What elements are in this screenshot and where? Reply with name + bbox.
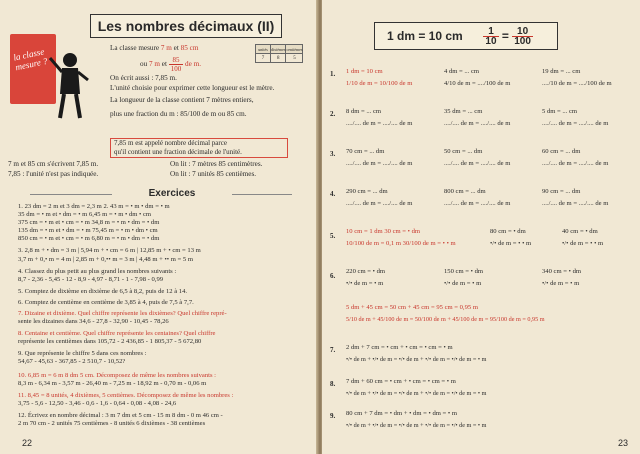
exercise-number: 5.	[330, 232, 336, 240]
worked-example-fractions: 5/10 de m + 45/100 de m = 50/100 de m + 45/100 de m = 95/100 de m = 0,95 m	[346, 316, 545, 323]
table-cell: 8	[271, 54, 286, 63]
header-fraction-2: $\frac{10}{100}$	[514, 26, 531, 48]
exercise-line: 10. 6,85 m = 6 m 8 dm 5 cm. Décomposez de même les nombres suivants :	[18, 372, 217, 379]
exercise-number: 9.	[330, 412, 336, 420]
exercise-line: 8. Centaine et centième. Quel chiffre représente les centaines? Quel chiffre	[18, 330, 216, 337]
table-header: centièmes	[286, 46, 303, 52]
exercises-title: Exercices	[112, 188, 232, 199]
intro-fraction: $\frac{85}{100}$	[170, 56, 182, 73]
exercise-line: 35 dm = • m et • dm = • m 6,45 m = • m • dm • cm	[18, 211, 152, 218]
page-number-right: 23	[617, 438, 628, 448]
exercise-line: 850 cm = • m et • cm = • m 6,80 m = • m • dm = • dm	[18, 235, 160, 242]
pupil-illustration	[48, 50, 92, 122]
exercise-line: 5. Comptez de dixième en dixième de 6,5 à 8,2, puis de 12 à 14.	[18, 288, 188, 295]
row-cell: 2 dm + 7 cm = • cm + • cm = • cm = • m	[346, 344, 453, 351]
row-cell: ..../.... de m = ..../.... de m	[346, 160, 413, 167]
exercise-line: 375 cm = • m et • cm = • m 34,8 m = • m • dm = • dm	[18, 219, 160, 226]
conversion-header	[374, 22, 558, 50]
exercise-line: 3,7 m + 0,• m = 4 m | 2,85 m + 0,•• m = 3 m | 4,48 m + •• m = 5 m	[18, 256, 193, 263]
exercise-number: 1.	[330, 70, 336, 78]
exercise-line: 3,75 - 5,6 - 12,50 - 3,46 - 0,6 - 1,6 - 0,64 - 0,08 - 4,08 - 24,6	[18, 400, 177, 407]
intro-line-1: La classe mesure 7 m et 85 cm	[110, 44, 199, 52]
row-cell: ..../.... de m = ..../.... de m	[346, 200, 413, 207]
row-cell: •/• de m = • • m	[562, 240, 604, 247]
reading-line-1a: 7 m et 85 cm s'écrivent 7,85 m.	[8, 160, 99, 168]
row-cell: 7 dm + 60 cm = • cm + • cm = • cm = • m	[346, 378, 456, 385]
exercise-line: 8,7 - 2,36 - 5,45 - 12 - 8,9 - 4,97 - 8,71 - 1 - 7,98 - 0,99	[18, 276, 164, 283]
definition-box	[110, 138, 288, 158]
row-cell: ..../.... de m = ..../.... de m	[346, 120, 413, 127]
pupil-silhouette-icon	[48, 50, 92, 122]
row-cell: 4 dm = ... cm	[444, 68, 480, 75]
worked-example: 5 dm + 45 cm = 50 cm + 45 cm = 95 cm = 0,95 m	[346, 304, 478, 311]
row-cell: 10 cm = 1 dm 30 cm = • dm	[346, 228, 421, 235]
exercise-line: 9. Que représente le chiffre 5 dans ces nombres :	[18, 350, 147, 357]
row-cell: 4/10 de m = ..../100 de m	[444, 80, 511, 87]
exercise-line: sente les dizaines dans 34,6 - 27,8 - 32,90 - 10,45 - 78,26	[18, 318, 169, 325]
exercise-line: 4. Classez du plus petit au plus grand les nombres suivants :	[18, 268, 177, 275]
row-cell: 50 cm = ... dm	[444, 148, 483, 155]
row-cell: 40 cm = • dm	[562, 228, 598, 235]
row-cell: 35 dm = ... cm	[444, 108, 483, 115]
right-page	[322, 0, 640, 454]
row-cell: •/• de m + •/• de m = •/• de m + •/• de m = •/• de m = • m	[346, 356, 487, 363]
row-cell: 340 cm = • dm	[542, 268, 581, 275]
exercise-line: 3. 2,8 m + • dm = 3 m | 5,94 m + • cm = 6 m | 12,85 m + • cm = 13 m	[18, 247, 201, 254]
exercise-line: 7. Dizaine et dixième. Quel chiffre représente les dixièmes? Quel chiffre repré-	[18, 310, 227, 317]
row-cell: •/• de m = • m	[346, 280, 384, 287]
definition-line-2: qu'il contient une fraction décimale de l'unité.	[114, 148, 242, 156]
intro-line-5: La longueur de la classe contient 7 mètres entiers,	[110, 96, 254, 104]
intro-line-4: L'unité choisie pour exprimer cette longueur est le mètre.	[110, 84, 275, 92]
exercise-number: 3.	[330, 150, 336, 158]
exercise-line: représente les centièmes dans 105,72 - 2 436,85 - 1 805,37 - 5 672,80	[18, 338, 202, 345]
table-header: dixièmes	[271, 46, 286, 52]
exercise-line: 8,3 m - 6,34 m - 3,57 m - 26,40 m - 7,25 m - 18,92 m - 0,70 m - 0,06 m	[18, 380, 207, 387]
table-cell: 7	[256, 54, 271, 63]
row-cell: •/• de m + •/• de m = •/• de m + •/• de m = •/• de m = • m	[346, 422, 487, 429]
header-equals: =	[501, 29, 509, 43]
row-cell: 1/10 de m = 10/100 de m	[346, 80, 413, 87]
exercise-number: 6.	[330, 272, 336, 280]
row-cell: 8 dm = ... cm	[346, 108, 382, 115]
row-cell: 70 cm = ... dm	[346, 148, 385, 155]
definition-line-1: 7,85 m est appelé nombre décimal parce	[114, 139, 227, 147]
row-cell: 5 dm = ... cm	[542, 108, 578, 115]
table-cell: 5	[286, 54, 303, 63]
exercise-number: 4.	[330, 190, 336, 198]
exercise-line: 54,67 - 45,63 - 367,85 - 2 510,7 - 10,52?	[18, 358, 126, 365]
intro-line-3: On écrit aussi : 7,85 m.	[110, 74, 177, 82]
row-cell: ..../10 de m = ..../100 de m	[542, 80, 612, 87]
exercise-line: 6. Comptez de centième en centième de 3,85 à 4, puis de 7,5 à 7,7.	[18, 299, 194, 306]
exercise-number: 2.	[330, 110, 336, 118]
row-cell: •/• de m = • m	[542, 280, 580, 287]
row-cell: •/• de m = • • m	[490, 240, 532, 247]
intro-line-2: ou 7 m et $\frac{85}{100}$ de m.	[140, 56, 202, 73]
exercise-line: 12. Écrivez en nombre décimal : 3 m 7 dm et 5 cm - 15 m 8 dm - 0 m 46 cm -	[18, 412, 223, 419]
row-cell: ..../.... de m = ..../.... de m	[444, 120, 511, 127]
row-cell: 60 cm = ... dm	[542, 148, 581, 155]
row-cell: 150 cm = • dm	[444, 268, 483, 275]
exercise-line: 135 dm = • m et • dm = • m 75,45 m = • m • dm • cm	[18, 227, 158, 234]
lesson-title: Les nombres décimaux (II)	[90, 14, 282, 38]
row-cell: ..../.... de m = ..../.... de m	[542, 200, 609, 207]
exercise-line: 11. 8,45 = 8 unités, 4 dixièmes, 5 centièmes. Décomposez de même les nombres :	[18, 392, 234, 399]
row-cell: ..../.... de m = ..../.... de m	[542, 120, 609, 127]
row-cell: 80 cm = • dm	[490, 228, 526, 235]
intro-line-6: plus une fraction du m : 85/100 de m ou 85 cm.	[110, 110, 247, 118]
row-cell: 19 dm = ... cm	[542, 68, 581, 75]
exercise-number: 7.	[330, 346, 336, 354]
place-value-table	[255, 44, 303, 63]
header-equation: 1 dm = 10 cm	[387, 29, 463, 43]
row-cell: ..../.... de m = ..../.... de m	[444, 200, 511, 207]
row-cell: •/• de m + •/• de m = •/• de m + •/• de m = •/• de m = • m	[346, 390, 487, 397]
reading-line-2b: On lit : 7 unités 85 centièmes.	[170, 170, 257, 178]
row-cell: 290 cm = ... dm	[346, 188, 388, 195]
exercise-number: 8.	[330, 380, 336, 388]
row-cell: ..../.... de m = ..../.... de m	[444, 160, 511, 167]
header-fraction-1: $\frac{1}{10}$	[485, 26, 497, 48]
left-page	[0, 0, 318, 454]
row-cell: ..../.... de m = ..../.... de m	[542, 160, 609, 167]
exercise-line: 2 m 70 cm - 2 unités 75 centièmes - 8 unités 6 dixièmes - 38 centièmes	[18, 420, 206, 427]
reading-line-2a: 7,85 : l'unité n'est pas indiquée.	[8, 170, 99, 178]
row-cell: 220 cm = • dm	[346, 268, 385, 275]
row-cell: 1 dm = 10 cm	[346, 68, 383, 75]
row-cell: 90 cm = ... dm	[542, 188, 581, 195]
page-number-left: 22	[22, 438, 33, 448]
reading-line-1b: On lit : 7 mètres 85 centimètres.	[170, 160, 263, 168]
row-cell: 80 cm + 7 dm = • dm + • dm = • dm = • m	[346, 410, 457, 417]
chalkboard-text: la classe mesure ?	[12, 46, 49, 73]
row-cell: 800 cm = ... dm	[444, 188, 486, 195]
exercise-line: 1. 23 dm = 2 m et 3 dm = 2,3 m 2. 43 m = • m • dm = • m	[18, 203, 170, 210]
table-header: unités	[256, 45, 271, 54]
row-cell: 10/100 de m = 0,1 m 30/100 de m = • • m	[346, 240, 456, 247]
row-cell: •/• de m = • m	[444, 280, 482, 287]
